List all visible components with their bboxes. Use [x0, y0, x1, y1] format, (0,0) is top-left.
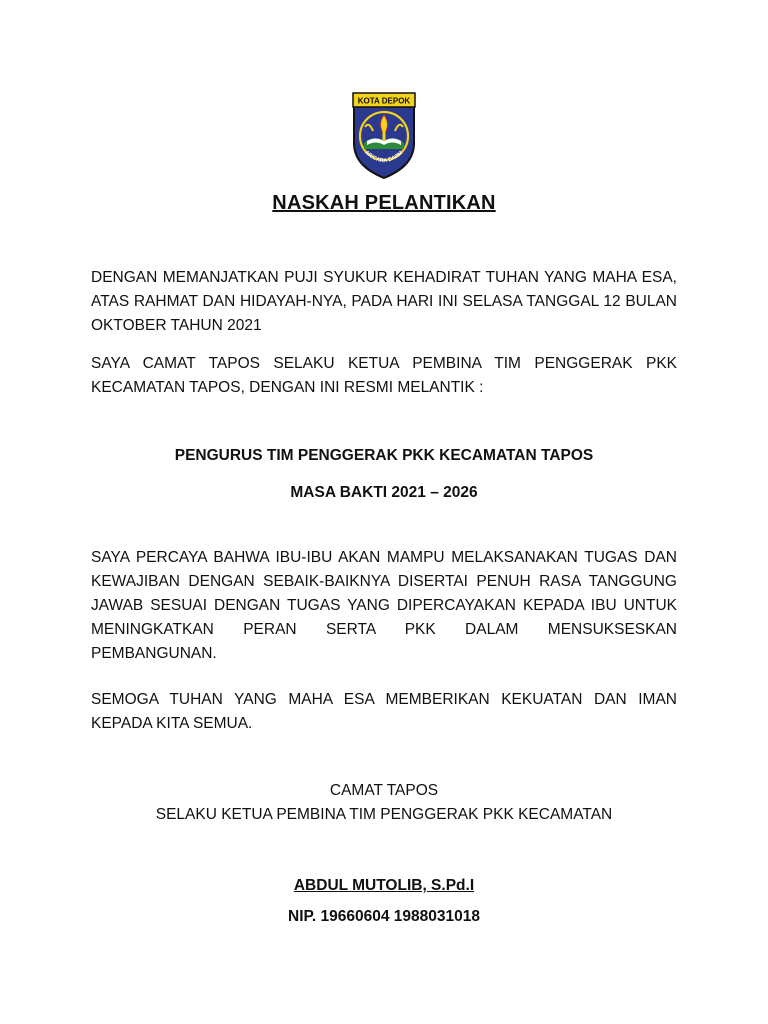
- closing-paragraph: SEMOGA TUHAN YANG MAHA ESA MEMBERIKAN KEKUATAN DAN IMAN KEPADA KITA SEMUA.: [91, 691, 677, 732]
- signatory-nip: NIP. 19660604 1988031018: [288, 908, 480, 925]
- document-title: NASKAH PELANTIKAN: [272, 192, 496, 214]
- signatory-position: CAMAT TAPOS: [329, 782, 439, 799]
- appointment-paragraph: SAYA CAMAT TAPOS SELAKU KETUA PEMBINA TIM PENGGERAK PKK KECAMATAN TAPOS, DENGAN INI RESMI MELANTIK :: [91, 355, 677, 396]
- trust-paragraph: SAYA PERCAYA BAHWA IBU-IBU AKAN MAMPU MELAKSANAKAN TUGAS DAN KEWAJIBAN DENGAN SEBAIK-BAIKNYA DISERTAI PENUH RASA TANGGUNG JAWAB SESUAI DENGAN TUGAS YANG DIPERCAYAKAN KEPADA IBU UNTUK MENINGKATKAN PERAN SERTA PKK DALAM MENSUKSESKAN PEMBANGUNAN.: [91, 549, 677, 662]
- emblem-torch: [383, 131, 386, 141]
- opening-paragraph: DENGAN MEMANJATKAN PUJI SYUKUR KEHADIRAT TUHAN YANG MAHA ESA, ATAS RAHMAT DAN HIDAYAH-NYA, PADA HARI INI SELASA TANGGAL 12 BULAN OKTOBER TAHUN 2021: [91, 269, 677, 334]
- board-heading: PENGURUS TIM PENGGERAK PKK KECAMATAN TAPOS: [174, 447, 594, 464]
- signatory-name: ABDUL MUTOLIB, S.Pd.I: [293, 877, 475, 894]
- emblem-motto: ARICARA DARM: [363, 149, 405, 165]
- emblem-banner-text: KOTA DEPOK: [357, 96, 411, 106]
- signatory-role: SELAKU KETUA PEMBINA TIM PENGGERAK PKK KECAMATAN: [155, 806, 613, 823]
- term-heading: MASA BAKTI 2021 – 2026: [290, 484, 478, 501]
- kota-depok-emblem: [351, 91, 417, 179]
